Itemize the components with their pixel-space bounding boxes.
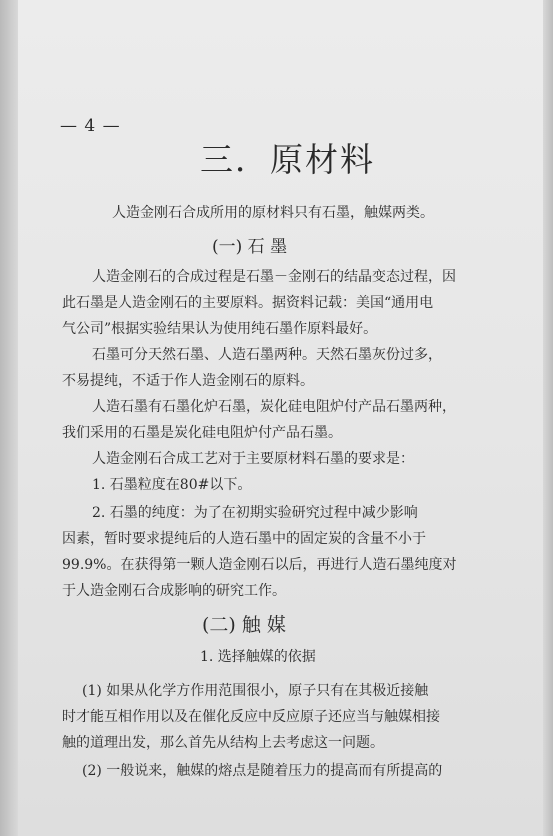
page-number: — 4 —	[60, 116, 121, 136]
paragraph-line: 人造金刚石合成工艺对于主要原材料石墨的要求是：	[92, 451, 414, 467]
chapter-title: 三．原材料	[200, 140, 375, 179]
paragraph-line: 人造金刚石的合成过程是石墨－金刚石的结晶变态过程，因	[92, 269, 456, 285]
paragraph-line: 时才能互相作用以及在催化反应中反应原子还应当与触媒相接	[62, 709, 440, 725]
intro-sentence: 人造金刚石合成所用的原材料只有石墨，触媒两类。	[112, 205, 434, 221]
paragraph-line: 触的道理出发，那么首先从结构上去考虑这一问题。	[62, 735, 384, 751]
section-heading-graphite: (一) 石 墨	[212, 237, 288, 257]
paragraph-line: 石墨可分天然石墨、人造石墨两种。天然石墨灰份过多，	[92, 347, 442, 363]
list-item: 1. 石墨粒度在80#以下。	[92, 477, 252, 493]
paragraph-line: 气公司”根据实验结果认为使用纯石墨作原料最好。	[62, 321, 378, 337]
paragraph-line: 人造石墨有石墨化炉石墨，炭化硅电阻炉付产品石墨两种，	[92, 399, 456, 415]
paragraph-line: 于人造金刚石合成影响的研究工作。	[62, 583, 286, 599]
paragraph-line: 我们采用的石墨是炭化硅电阻炉付产品石墨。	[62, 425, 342, 441]
paragraph-line: (2) 一般说来，触媒的熔点是随着压力的提高而有所提高的	[82, 763, 443, 779]
paragraph-line: 99.9%。在获得第一颗人造金刚石以后，再进行人造石墨纯度对	[62, 557, 457, 573]
paragraph-line: 不易提纯，不适于作人造金刚石的原料。	[62, 373, 314, 389]
list-item: 2. 石墨的纯度：为了在初期实验研究过程中减少影响	[92, 505, 418, 521]
section-heading-catalyst: (二) 触 媒	[202, 614, 286, 636]
paragraph-line: (1) 如果从化学方作用范围很小，原子只有在其极近接触	[82, 683, 429, 699]
paragraph-line: 因素，暂时要求提纯后的人造石墨中的固定炭的含量不小于	[62, 531, 426, 547]
paragraph-line: 此石墨是人造金刚石的主要原料。据资料记载：美国“通用电	[62, 295, 434, 311]
subsection-heading: 1. 选择触媒的依据	[200, 649, 316, 665]
